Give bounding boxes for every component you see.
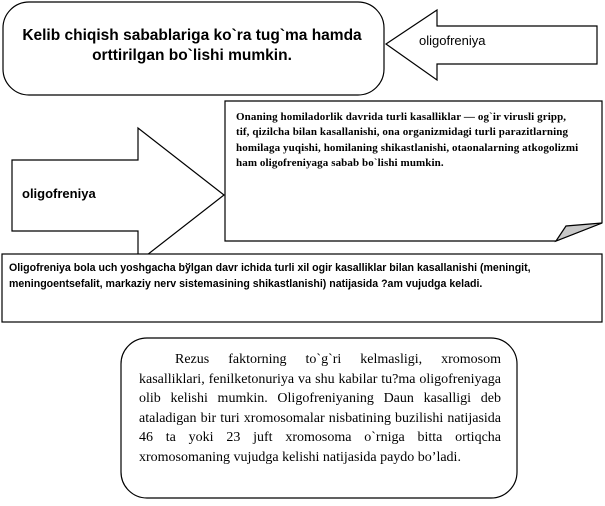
left-arrow-label: oligofreniya — [22, 186, 96, 201]
bottom-box-text: Rezus faktorning to`g`ri kelmasligi, xromosom kasalliklari, fenilketonuriya va shu kabilar tu?ma oligofreniyaga olib kelishi mumkin. Oligofreniyaning Daun kasalligi deb ataladigan bir turi xromosomalar nisbatining buzilishi natijasida 46 ta yoki 23 juft xromosoma o`rniga bitta ortiqcha xromosomaning vujudga kelishi natijasida paydo bo’ladi. — [139, 352, 501, 465]
wide-box-text: Oligofreniya bola uch yoshgacha bўlgan davr ichida turli xil ogir kasalliklar bilan kasallanishi (meningit, meningoentsefalit, markaziy nerv sistemasining shikastlanishi) natijasida ?am vujudga keladi. — [9, 262, 531, 290]
top-left-arrow-shape — [386, 10, 597, 80]
top-arrow-label: oligofreniya — [419, 33, 486, 48]
top-box-text: Kelib chiqish sabablariga ko`ra tug`ma hamda orttirilgan bo`lishi mumkin. — [22, 27, 362, 64]
note-box-text: Onaning homiladorlik davrida turli kasalliklar — og`ir virusli gripp, tif, qizilcha bilan kasallanishi, ona organizmidagi turli parazitlarning homilaga yuqishi, homilaning shikastlanishi, otaonalarning atkogolizmi ham oligofreniyaga sabab bo`lishi mumkin. — [236, 111, 579, 170]
